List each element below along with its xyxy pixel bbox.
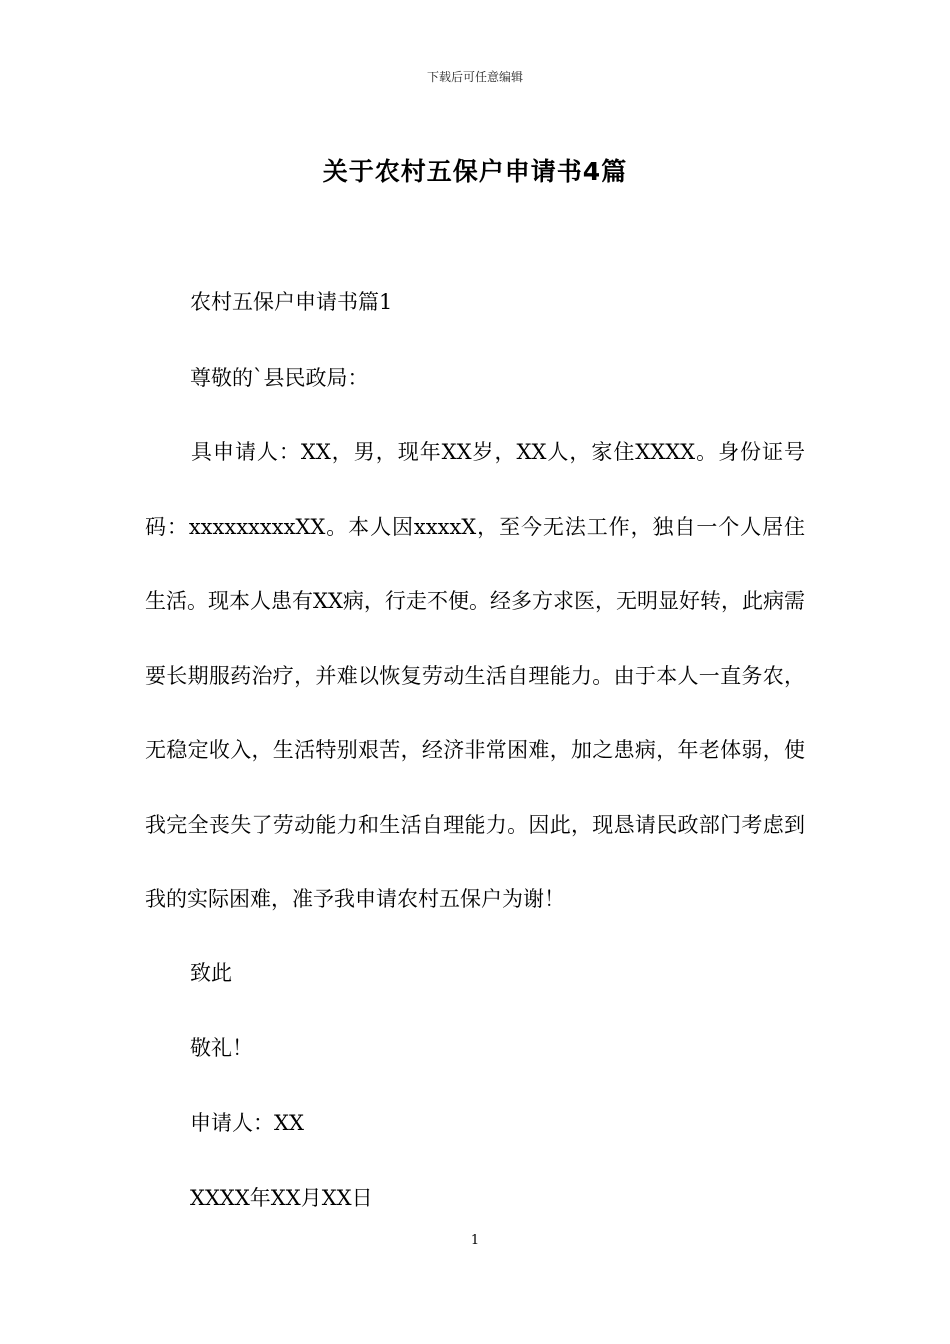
applicant-signature: 申请人：XX xyxy=(190,1111,304,1135)
document-title: 关于农村五保户申请书4篇 xyxy=(322,157,628,186)
section-heading: 农村五保户申请书篇1 xyxy=(190,290,393,314)
body-paragraph: 具申请人：XX，男，现年XX岁，XX人，家住XXXX。身份证号码：xxxxxxxxxXX。本人因xxxxX，至今无法工作，独自一个人居住生活。现本人患有XX病，行走不便。经多方求医，无明显好转，此病需要长期服药治疗，并难以恢复劳动生活自理能力。由于本人一直务农，无稳定收入，生活特别艰苦，经济非常困难，加之患病，年老体弱，使我完全丧失了劳动能力和生活自理能力。因此，现恳请民政部门考虑到我的实际困难，准予我申请农村五保户为谢！ xyxy=(145,440,805,911)
header-note: 下载后可任意编辑 xyxy=(426,70,523,84)
closing-line-1: 致此 xyxy=(190,961,232,985)
application-date: XXXX年XX月XX日 xyxy=(190,1186,373,1210)
page-number: 1 xyxy=(470,1233,480,1248)
salutation: 尊敬的`县民政局： xyxy=(190,366,369,390)
closing-line-2: 敬礼！ xyxy=(190,1036,253,1060)
